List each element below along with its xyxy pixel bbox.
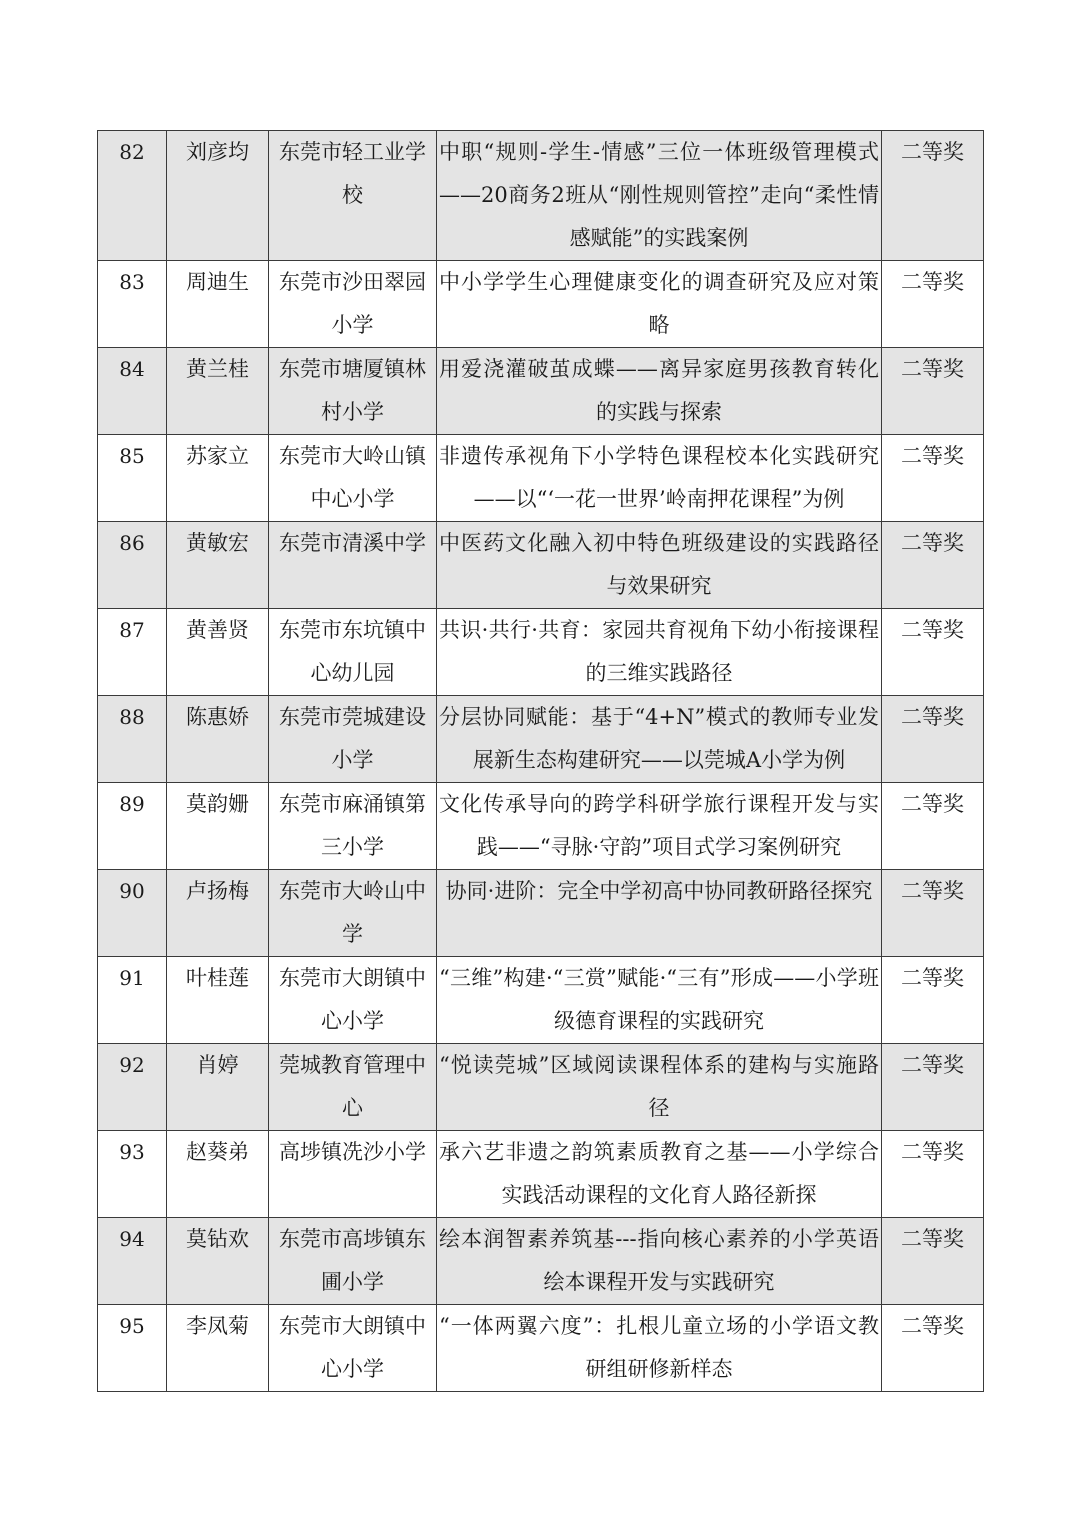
row-number: 93 bbox=[98, 1131, 167, 1218]
row-number: 91 bbox=[98, 957, 167, 1044]
school-name: 东莞市麻涌镇第三小学 bbox=[269, 783, 437, 870]
row-number: 87 bbox=[98, 609, 167, 696]
project-title: 分层协同赋能：基于“4+N”模式的教师专业发展新生态构建研究——以莞城A小学为例 bbox=[437, 696, 882, 783]
author-name: 陈惠娇 bbox=[167, 696, 269, 783]
table-row bbox=[98, 1044, 984, 1131]
school-name: 东莞市莞城建设小学 bbox=[269, 696, 437, 783]
school-name: 东莞市轻工业学校 bbox=[269, 131, 437, 261]
award-level: 二等奖 bbox=[882, 348, 984, 435]
table-row bbox=[98, 957, 984, 1044]
author-name: 莫钻欢 bbox=[167, 1218, 269, 1305]
project-title: 中职“规则-学生-情感”三位一体班级管理模式——20商务2班从“刚性规则管控”走向“柔性情感赋能”的实践案例 bbox=[437, 131, 882, 261]
award-level: 二等奖 bbox=[882, 696, 984, 783]
table-row bbox=[98, 435, 984, 522]
row-number: 94 bbox=[98, 1218, 167, 1305]
author-name: 苏家立 bbox=[167, 435, 269, 522]
award-level: 二等奖 bbox=[882, 435, 984, 522]
award-level: 二等奖 bbox=[882, 1131, 984, 1218]
school-name: 东莞市大朗镇中心小学 bbox=[269, 957, 437, 1044]
award-level: 二等奖 bbox=[882, 957, 984, 1044]
project-title: 绘本润智素养筑基---指向核心素养的小学英语绘本课程开发与实践研究 bbox=[437, 1218, 882, 1305]
project-title: 文化传承导向的跨学科研学旅行课程开发与实践——“寻脉·守韵”项目式学习案例研究 bbox=[437, 783, 882, 870]
award-level: 二等奖 bbox=[882, 131, 984, 261]
author-name: 李凤菊 bbox=[167, 1305, 269, 1392]
row-number: 82 bbox=[98, 131, 167, 261]
row-number: 86 bbox=[98, 522, 167, 609]
row-number: 90 bbox=[98, 870, 167, 957]
table-row bbox=[98, 1305, 984, 1392]
row-number: 89 bbox=[98, 783, 167, 870]
author-name: 卢扬梅 bbox=[167, 870, 269, 957]
project-title: “三维”构建·“三赏”赋能·“三有”形成——小学班级德育课程的实践研究 bbox=[437, 957, 882, 1044]
project-title: “一体两翼六度”：扎根儿童立场的小学语文教研组研修新样态 bbox=[437, 1305, 882, 1392]
project-title: 承六艺非遗之韵筑素质教育之基——小学综合实践活动课程的文化育人路径新探 bbox=[437, 1131, 882, 1218]
project-title: 用爱浇灌破茧成蝶——离异家庭男孩教育转化的实践与探索 bbox=[437, 348, 882, 435]
table-row bbox=[98, 870, 984, 957]
table-row bbox=[98, 131, 984, 261]
table-row bbox=[98, 696, 984, 783]
award-level: 二等奖 bbox=[882, 522, 984, 609]
award-level: 二等奖 bbox=[882, 870, 984, 957]
author-name: 周迪生 bbox=[167, 261, 269, 348]
table-row bbox=[98, 1218, 984, 1305]
row-number: 92 bbox=[98, 1044, 167, 1131]
table-row bbox=[98, 522, 984, 609]
row-number: 85 bbox=[98, 435, 167, 522]
author-name: 叶桂莲 bbox=[167, 957, 269, 1044]
table-row bbox=[98, 261, 984, 348]
table-body bbox=[98, 131, 984, 1392]
row-number: 83 bbox=[98, 261, 167, 348]
project-title: 中医药文化融入初中特色班级建设的实践路径与效果研究 bbox=[437, 522, 882, 609]
award-level: 二等奖 bbox=[882, 783, 984, 870]
school-name: 东莞市大岭山镇中心小学 bbox=[269, 435, 437, 522]
row-number: 88 bbox=[98, 696, 167, 783]
author-name: 黄敏宏 bbox=[167, 522, 269, 609]
school-name: 东莞市大朗镇中心小学 bbox=[269, 1305, 437, 1392]
school-name: 莞城教育管理中心 bbox=[269, 1044, 437, 1131]
table-row bbox=[98, 783, 984, 870]
table-row bbox=[98, 1131, 984, 1218]
author-name: 黄兰桂 bbox=[167, 348, 269, 435]
school-name: 东莞市清溪中学 bbox=[269, 522, 437, 609]
school-name: 高埗镇冼沙小学 bbox=[269, 1131, 437, 1218]
table-row bbox=[98, 348, 984, 435]
award-level: 二等奖 bbox=[882, 1044, 984, 1131]
school-name: 东莞市塘厦镇林村小学 bbox=[269, 348, 437, 435]
award-level: 二等奖 bbox=[882, 1218, 984, 1305]
project-title: 非遗传承视角下小学特色课程校本化实践研究——以“‘一花一世界’岭南押花课程”为例 bbox=[437, 435, 882, 522]
table-row bbox=[98, 609, 984, 696]
award-level: 二等奖 bbox=[882, 1305, 984, 1392]
author-name: 莫韵姗 bbox=[167, 783, 269, 870]
award-level: 二等奖 bbox=[882, 261, 984, 348]
project-title: 共识·共行·共育：家园共育视角下幼小衔接课程的三维实践路径 bbox=[437, 609, 882, 696]
row-number: 95 bbox=[98, 1305, 167, 1392]
project-title: 协同·进阶：完全中学初高中协同教研路径探究 bbox=[437, 870, 882, 957]
project-title: “悦读莞城”区域阅读课程体系的建构与实施路径 bbox=[437, 1044, 882, 1131]
school-name: 东莞市高埗镇东圃小学 bbox=[269, 1218, 437, 1305]
award-level: 二等奖 bbox=[882, 609, 984, 696]
author-name: 肖婷 bbox=[167, 1044, 269, 1131]
author-name: 刘彦均 bbox=[167, 131, 269, 261]
row-number: 84 bbox=[98, 348, 167, 435]
school-name: 东莞市大岭山中学 bbox=[269, 870, 437, 957]
author-name: 赵葵弟 bbox=[167, 1131, 269, 1218]
project-title: 中小学学生心理健康变化的调查研究及应对策略 bbox=[437, 261, 882, 348]
school-name: 东莞市沙田翠园小学 bbox=[269, 261, 437, 348]
school-name: 东莞市东坑镇中心幼儿园 bbox=[269, 609, 437, 696]
author-name: 黄善贤 bbox=[167, 609, 269, 696]
awards-table bbox=[97, 130, 984, 1392]
